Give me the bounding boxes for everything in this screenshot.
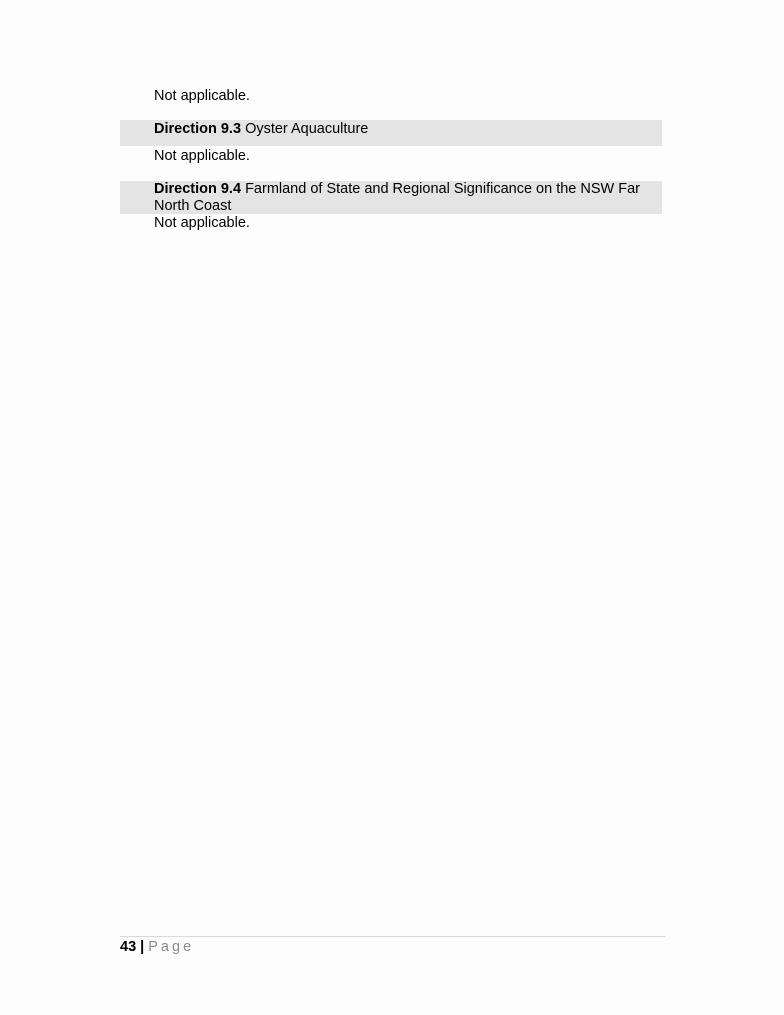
footer-divider xyxy=(120,936,665,937)
direction-9-4-body: Not applicable. xyxy=(154,215,250,231)
page-label: Page xyxy=(148,939,195,955)
page-separator: | xyxy=(140,939,145,955)
direction-9-4-label: Direction 9.4 xyxy=(154,181,242,197)
paragraph-not-applicable: Not applicable. xyxy=(154,88,250,104)
direction-9-3-heading xyxy=(120,120,662,146)
direction-9-3-heading-text xyxy=(154,121,642,138)
direction-9-3-body: Not applicable. xyxy=(154,148,250,164)
direction-9-4-heading-text xyxy=(154,181,642,215)
direction-9-4-heading xyxy=(120,181,662,214)
direction-9-4-title: Farmland of State and Regional Significance on the NSW Far North Coast xyxy=(154,181,640,214)
page-number: 43 xyxy=(120,939,137,955)
direction-9-3-title: Oyster Aquaculture xyxy=(245,121,369,137)
direction-9-3-label: Direction 9.3 xyxy=(154,121,242,137)
page-footer xyxy=(120,939,194,956)
